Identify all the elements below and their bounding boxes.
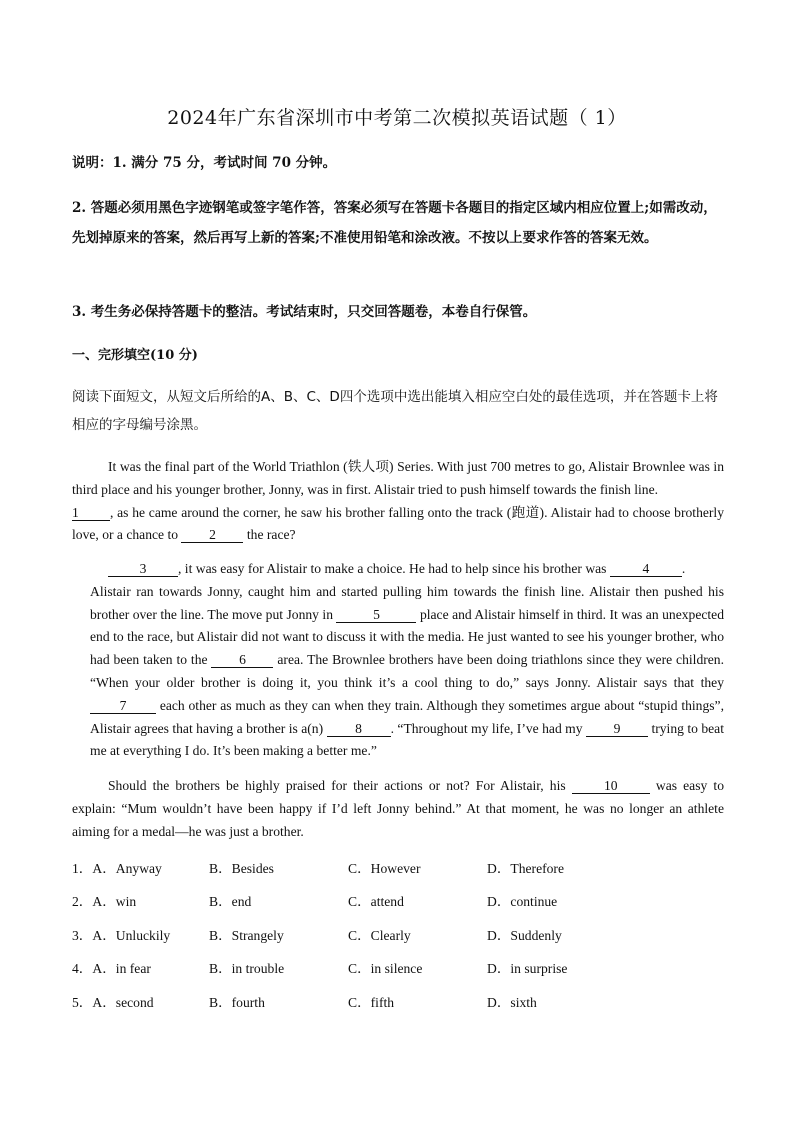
option-c: C．Clearly xyxy=(348,928,411,943)
passage-text: It was the final part of the World Triathlon (铁人项) Series. With just 700 metres to go, Alistair Brownlee was in third place and his younger brother, Jonny, was in first. Alistair tried to push himself towards the finish line. xyxy=(72,459,724,497)
instructions-note-2: 2. 答题必须用黑色字迹钢笔或签字笔作答，答案必须写在答题卡各题目的指定区域内相应位置上;如需改动，先划掉原来的答案，然后再写上新的答案;不准使用铅笔和涂改液。不按以上要求作答的答案无效。 xyxy=(72,200,717,246)
blank-9: 9 xyxy=(586,721,648,737)
blank-10: 10 xyxy=(572,778,650,794)
question-row xyxy=(72,890,724,910)
question-row xyxy=(72,991,724,1011)
option-b: B．fourth xyxy=(209,995,265,1010)
blank-5: 5 xyxy=(336,607,416,623)
question-row xyxy=(72,857,724,877)
question-row xyxy=(72,924,724,944)
option-b: B．end xyxy=(209,894,252,909)
question-row xyxy=(72,957,724,977)
passage-text: trying to beat me at everything I do. It’s been making a better me.” xyxy=(90,720,724,759)
passage-paragraph-2: 3 , it was easy for Alistair to make a choice. He had to help since his brother was 4 . Alistair ran towards Jonny, caught him and started pulling him towards the finish line. Alistair then pushed his brother over the line. The move put Jonny in 5 place and Alistair himself in third. It was an unexpected end to the race, but Alistair did not want to discuss it with the media. He just wanted to see his younger brother, who had been taken to the 6 area. The Brownlee brothers have been doing triathlons since they were children. “When your older brother is doing it, you think it’s a cool thing to do,” says Jonny. Alistair says that they 7 each other as much as they can when they train. Although they sometimes argue about “stupid things”, Alistair agrees that having a brother is a(n) 8 . “Throughout my life, I’ve had my 9 trying to beat me at everything I do. It’s been making a better me.” xyxy=(90,561,724,759)
option-b: B．Strangely xyxy=(209,928,284,943)
page-title: 2024年广东省深圳市中考第二次模拟英语试题（ 1） xyxy=(167,107,627,129)
blank-1: 1 xyxy=(72,505,110,521)
passage-text: , it was easy for Alistair to make a choice. He had to help since his brother was xyxy=(178,561,607,576)
passage-text: was easy to explain: “Mum wouldn’t have been happy if I’d left Jonny behind.” At that moment, he was no longer an athlete aiming for a medal—he was just a brother. xyxy=(72,778,724,839)
passage-paragraph-3 xyxy=(72,775,724,843)
passage-text: . “Throughout my life, I’ve had my xyxy=(390,720,583,736)
option-c: C．fifth xyxy=(348,995,395,1010)
blank-7: 7 xyxy=(90,698,156,714)
option-d: D．continue xyxy=(487,894,558,909)
option-d: D．Therefore xyxy=(487,861,564,876)
option-a: 4．A．in fear xyxy=(72,961,151,976)
passage-text: the race? xyxy=(246,527,296,543)
option-d: D．sixth xyxy=(487,995,537,1010)
option-a: 1．A．Anyway xyxy=(72,861,162,876)
blank-3: 3 xyxy=(108,561,178,577)
passage-text: area. The Brownlee brothers have been doing triathlons since they were children. “When your older brother is doing it, you think it’s a cool thing to do,” says Jonny. Alistair says that they xyxy=(90,652,724,690)
instructions-note-3: 3. 考生务必保持答题卡的整洁。考试结束时，只交回答题卷，本卷自行保管。 xyxy=(72,304,537,320)
instructions-note-1: 说明：1. 满分 75 分，考试时间 70 分钟。 xyxy=(72,155,337,171)
option-d: D．in surprise xyxy=(487,961,568,976)
option-a: 3．A．Unluckily xyxy=(72,928,171,943)
option-b: B．Besides xyxy=(209,861,274,876)
blank-8: 8 xyxy=(327,721,391,737)
option-c: C．in silence xyxy=(348,961,423,976)
passage-text: Alistair ran towards Jonny, caught him and started pulling him towards the finish line. Alistair then pushed his brother over the line. The move put Jonny in xyxy=(90,583,724,622)
passage-paragraph-1 xyxy=(72,456,724,547)
option-b: B．in trouble xyxy=(209,961,285,976)
blank-4: 4 xyxy=(610,561,682,577)
section-instruction: 阅读下面短文，从短文后所给的A、B、C、D四个选项中选出能填入相应空白处的最佳选项，并在答题卡上将相应的字母编号涂黑。 xyxy=(72,389,718,433)
option-c: C．However xyxy=(348,861,421,876)
option-c: C．attend xyxy=(348,894,404,909)
passage-text: , as he came around the corner, he saw his brother falling onto the track (跑道). Alistair had to choose brotherly love, or a chance to xyxy=(72,504,724,543)
passage-text: place and Alistair himself in third. It was an unexpected end to the race, but Alistair did not want to discuss it with the media. He just wanted to see his younger brother, who had been taken to the xyxy=(90,606,724,668)
option-d: D．Suddenly xyxy=(487,928,562,943)
option-a: 5．A．second xyxy=(72,995,154,1010)
passage-text: Should the brothers be highly praised for their actions or not? For Alistair, his xyxy=(108,778,566,793)
option-a: 2．A．win xyxy=(72,894,137,909)
section-heading: 一、完形填空(10 分) xyxy=(72,348,198,363)
passage-text: each other as much as they can when they train. Although they sometimes argue about “stupid things”, Alistair agrees that having a brother is a(n) xyxy=(90,697,724,736)
blank-2: 2 xyxy=(181,527,243,543)
blank-6: 6 xyxy=(211,652,273,668)
